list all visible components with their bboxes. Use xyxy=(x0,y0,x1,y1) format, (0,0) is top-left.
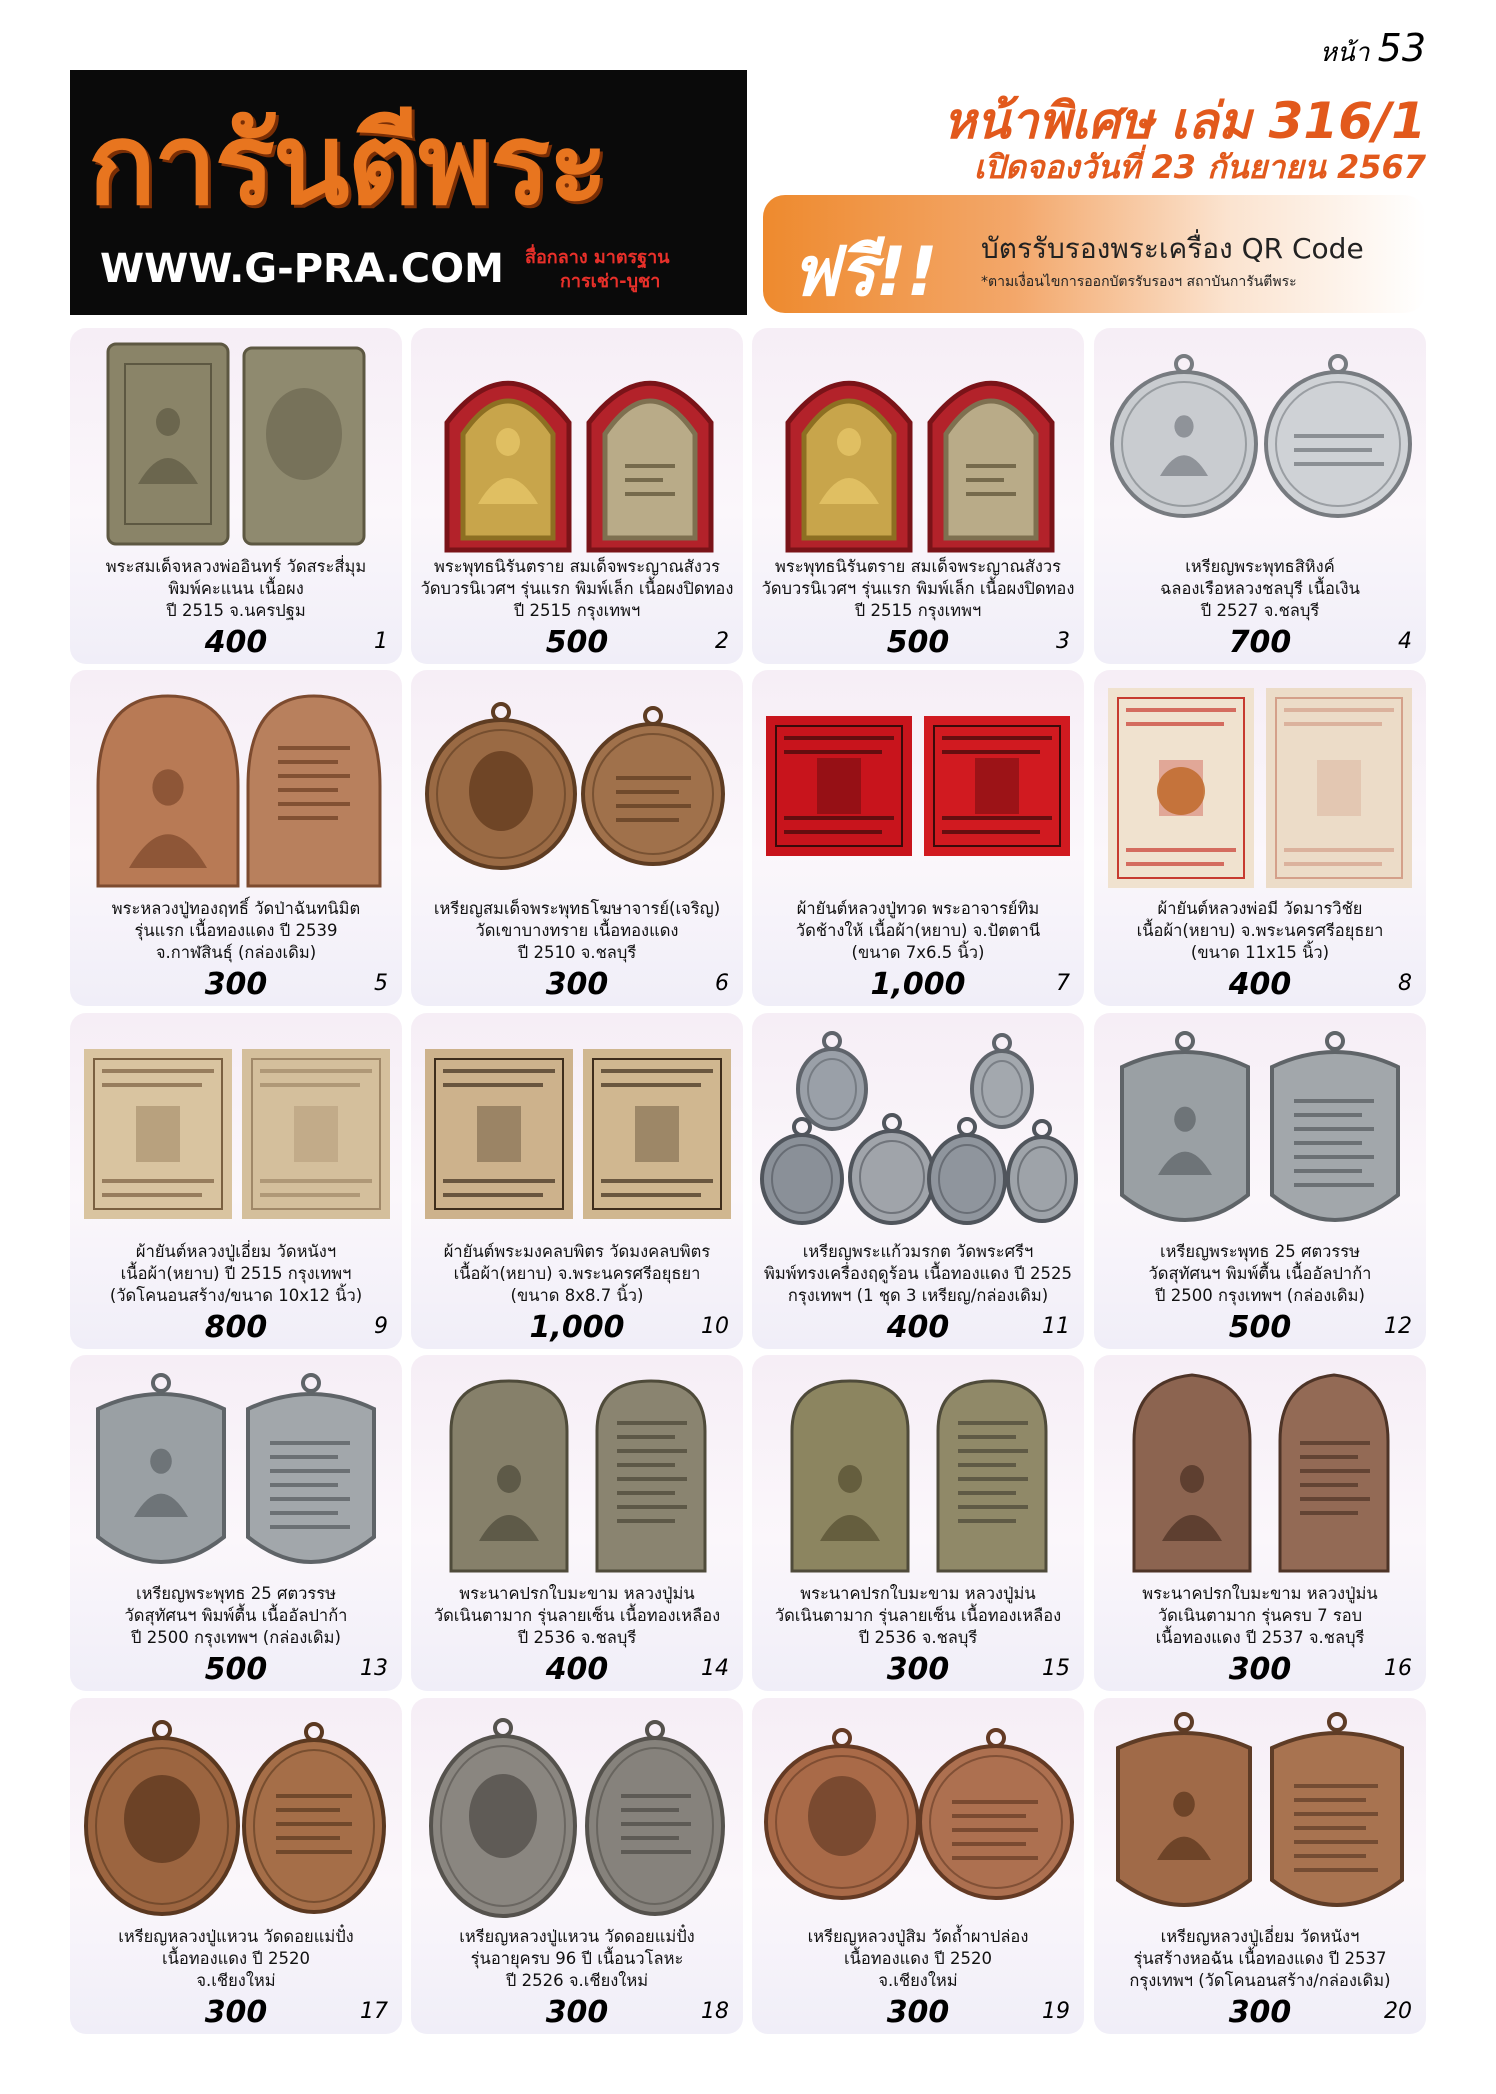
caption-line: ปี 2526 จ.เชียงใหม่ xyxy=(505,1971,649,1990)
caption-line: พระพุทธนิรันตราย สมเด็จพระญาณสังวร xyxy=(774,557,1062,576)
caption-line: เนื้อทองแดง ปี 2537 จ.ชลบุรี xyxy=(1155,1628,1365,1647)
amulet-caption xyxy=(74,1241,398,1307)
amulet-price: 400 xyxy=(204,625,268,660)
amulet-card[interactable] xyxy=(411,328,743,664)
logo xyxy=(70,70,747,315)
caption-line: ปี 2536 จ.ชลบุรี xyxy=(858,1628,978,1647)
item-number: 8 xyxy=(1398,971,1412,996)
caption-line: เนื้อผ้า(หยาบ) ปี 2515 กรุงเทพฯ xyxy=(120,1264,352,1283)
amulet-card[interactable] xyxy=(752,1698,1084,2034)
logo-tagline-2: การเช่า-บูชา xyxy=(560,271,661,292)
caption-line: ปี 2515 กรุงเทพฯ xyxy=(854,601,982,620)
amulet-caption xyxy=(415,898,739,964)
caption-line: ผ้ายันต์หลวงปู่เอี่ยม วัดหนังฯ xyxy=(135,1242,337,1261)
caption-line: เหรียญหลวงปู่สิม วัดถ้ำผาปล่อง xyxy=(807,1927,1029,1946)
item-number: 4 xyxy=(1398,629,1412,654)
amulet-price: 1,000 xyxy=(529,1310,625,1345)
amulet-price: 400 xyxy=(545,1652,609,1687)
caption-line: ปี 2510 จ.ชลบุรี xyxy=(517,943,637,962)
item-number: 18 xyxy=(701,1999,729,2024)
caption-line: ปี 2500 กรุงเทพฯ (กล่องเดิม) xyxy=(1155,1286,1365,1305)
item-number: 10 xyxy=(701,1314,729,1339)
amulet-card[interactable] xyxy=(411,1355,743,1691)
item-number: 14 xyxy=(701,1656,729,1681)
amulet-card[interactable] xyxy=(70,1355,402,1691)
caption-line: กรุงเทพฯ (1 ชุด 3 เหรียญ/กล่องเดิม) xyxy=(787,1286,1049,1305)
amulet-caption xyxy=(1098,898,1422,964)
amulet-card[interactable] xyxy=(70,1013,402,1349)
amulet-card[interactable] xyxy=(1094,328,1426,664)
amulet-caption xyxy=(415,1926,739,1992)
amulet-photo xyxy=(411,1704,743,1930)
caption-line: กรุงเทพฯ (วัดโคนอนสร้าง/กล่องเดิม) xyxy=(1129,1971,1391,1990)
amulet-card[interactable] xyxy=(752,1355,1084,1691)
item-number: 9 xyxy=(374,1314,388,1339)
caption-line: จ.เชียงใหม่ xyxy=(196,1971,276,1990)
item-number: 19 xyxy=(1042,1999,1070,2024)
caption-line: รุ่นแรก เนื้อทองแดง ปี 2539 xyxy=(134,921,338,940)
caption-line: ปี 2515 กรุงเทพฯ xyxy=(513,601,641,620)
item-number: 2 xyxy=(715,629,729,654)
caption-line: (ขนาด 7x6.5 นิ้ว) xyxy=(851,943,985,962)
caption-line: พระนาคปรกใบมะขาม หลวงปู่ม่น xyxy=(459,1584,695,1603)
amulet-caption xyxy=(756,1241,1080,1307)
caption-line: พระพุทธนิรันตราย สมเด็จพระญาณสังวร xyxy=(433,557,721,576)
amulet-photo xyxy=(70,676,402,902)
amulet-caption xyxy=(756,1926,1080,1992)
caption-line: ผ้ายันต์หลวงพ่อมี วัดมารวิชัย xyxy=(1157,899,1363,918)
amulet-photo xyxy=(752,1361,1084,1587)
item-number: 16 xyxy=(1384,1656,1412,1681)
amulet-price: 300 xyxy=(1228,1652,1292,1687)
amulet-photo xyxy=(411,676,743,902)
amulet-caption xyxy=(74,556,398,622)
amulet-caption xyxy=(1098,1583,1422,1649)
caption-line: ปี 2536 จ.ชลบุรี xyxy=(517,1628,637,1647)
caption-line: ปี 2527 จ.ชลบุรี xyxy=(1200,601,1320,620)
caption-line: เหรียญพระพุทธ 25 ศตวรรษ xyxy=(1159,1242,1361,1261)
amulet-caption xyxy=(1098,556,1422,622)
caption-line: เหรียญพระพุทธ 25 ศตวรรษ xyxy=(135,1584,337,1603)
caption-line: จ.เชียงใหม่ xyxy=(878,1971,958,1990)
caption-line: จ.กาฬสินธุ์ (กล่องเดิม) xyxy=(155,943,317,962)
amulet-photo xyxy=(1094,1361,1426,1587)
caption-line: วัดเนินตามาก รุ่นลายเซ็น เนื้อทองเหลือง xyxy=(774,1606,1062,1625)
item-number: 13 xyxy=(360,1656,388,1681)
caption-line: ปี 2515 จ.นครปฐม xyxy=(166,601,306,620)
amulet-card[interactable] xyxy=(752,1013,1084,1349)
free-label: ฟรี!! xyxy=(791,233,938,312)
amulet-photo xyxy=(411,1019,743,1245)
item-number: 17 xyxy=(360,1999,388,2024)
item-number: 7 xyxy=(1056,971,1070,996)
caption-line: พระหลวงปู่ทองฤทธิ์ วัดป่าฉันทนิมิต xyxy=(111,899,361,918)
amulet-card[interactable] xyxy=(411,1013,743,1349)
item-number: 1 xyxy=(374,629,388,654)
caption-line: พระนาคปรกใบมะขาม หลวงปู่ม่น xyxy=(1142,1584,1378,1603)
special-title: หน้าพิเศษ เล่ม 316/1 xyxy=(943,92,1426,150)
logo-tagline-1: สื่อกลาง มาตรฐาน xyxy=(525,247,670,268)
amulet-photo xyxy=(752,1704,1084,1930)
amulet-card[interactable] xyxy=(1094,1698,1426,2034)
item-number: 20 xyxy=(1384,1999,1412,2024)
amulet-caption xyxy=(415,1583,739,1649)
caption-line: เหรียญหลวงปู่แหวน วัดดอยแม่ปั๋ง xyxy=(459,1927,695,1946)
free-note: *ตามเงื่อนไขการออกบัตรรับรองฯ สถาบันการันตีพระ xyxy=(981,274,1297,290)
caption-line: ฉลองเรือหลวงชลบุรี เนื้อเงิน xyxy=(1160,579,1360,598)
caption-line: พิมพ์คะแนน เนื้อผง xyxy=(168,579,304,598)
amulet-card[interactable] xyxy=(411,670,743,1006)
page-prefix: หน้า xyxy=(1319,38,1370,68)
caption-line: ผ้ายันต์พระมงคลบพิตร วัดมงคลบพิตร xyxy=(443,1242,711,1261)
caption-line: พิมพ์ทรงเครื่องฤดูร้อน เนื้อทองแดง ปี 2525 xyxy=(764,1264,1072,1283)
amulet-card[interactable] xyxy=(70,328,402,664)
caption-line: วัดเนินตามาก รุ่นครบ 7 รอบ xyxy=(1157,1606,1363,1625)
amulet-price: 300 xyxy=(545,1995,609,2030)
free-text: บัตรรับรองพระเครื่อง QR Code xyxy=(981,232,1364,265)
amulet-card[interactable] xyxy=(1094,1013,1426,1349)
item-number: 11 xyxy=(1042,1314,1070,1339)
caption-line: วัดสุทัศนฯ พิมพ์ตื้น เนื้ออัลปาก้า xyxy=(1148,1264,1372,1283)
amulet-price: 300 xyxy=(1228,1995,1292,2030)
amulet-card[interactable] xyxy=(1094,1355,1426,1691)
amulet-card[interactable] xyxy=(752,328,1084,664)
amulet-price: 500 xyxy=(204,1652,268,1687)
caption-line: เนื้อผ้า(หยาบ) จ.พระนครศรีอยุธยา xyxy=(453,1264,701,1283)
caption-line: วัดบวรนิเวศฯ รุ่นแรก พิมพ์เล็ก เนื้อผงปิดทอง xyxy=(420,579,734,598)
amulet-price: 800 xyxy=(204,1310,268,1345)
amulet-price: 400 xyxy=(886,1310,950,1345)
amulet-caption xyxy=(74,1926,398,1992)
amulet-photo xyxy=(70,1361,402,1587)
amulet-card[interactable] xyxy=(752,670,1084,1006)
amulet-photo xyxy=(1094,334,1426,560)
caption-line: เหรียญหลวงปู่เอี่ยม วัดหนังฯ xyxy=(1160,1927,1360,1946)
amulet-price: 700 xyxy=(1228,625,1292,660)
amulet-photo xyxy=(411,1361,743,1587)
page-number xyxy=(1320,26,1426,73)
logo-title: การันตีพระ xyxy=(88,100,607,230)
caption-line: ปี 2500 กรุงเทพฯ (กล่องเดิม) xyxy=(131,1628,341,1647)
caption-line: วัดเขาบางทราย เนื้อทองแดง xyxy=(475,921,679,940)
amulet-price: 500 xyxy=(886,625,950,660)
amulet-photo xyxy=(752,334,1084,560)
caption-line: รุ่นอายุครบ 96 ปี เนื้อนวโลหะ xyxy=(470,1949,684,1968)
caption-line: รุ่นสร้างหอฉัน เนื้อทองแดง ปี 2537 xyxy=(1133,1949,1387,1968)
caption-line: พระสมเด็จหลวงพ่ออินทร์ วัดสระสี่มุม xyxy=(105,557,367,576)
amulet-photo xyxy=(411,334,743,560)
amulet-photo xyxy=(70,1704,402,1930)
amulet-caption xyxy=(1098,1926,1422,1992)
amulet-card[interactable] xyxy=(411,1698,743,2034)
amulet-price: 300 xyxy=(886,1652,950,1687)
caption-line: วัดสุทัศนฯ พิมพ์ตื้น เนื้ออัลปาก้า xyxy=(124,1606,348,1625)
caption-line: พระนาคปรกใบมะขาม หลวงปู่ม่น xyxy=(800,1584,1036,1603)
amulet-price: 500 xyxy=(545,625,609,660)
amulet-caption xyxy=(756,898,1080,964)
amulet-photo xyxy=(1094,676,1426,902)
item-number: 3 xyxy=(1056,629,1070,654)
amulet-photo xyxy=(752,676,1084,902)
amulet-photo xyxy=(1094,1019,1426,1245)
caption-line: เนื้อทองแดง ปี 2520 xyxy=(161,1949,311,1968)
caption-line: วัดบวรนิเวศฯ รุ่นแรก พิมพ์เล็ก เนื้อผงปิดทอง xyxy=(761,579,1075,598)
caption-line: เนื้อผ้า(หยาบ) จ.พระนครศรีอยุธยา xyxy=(1136,921,1384,940)
free-certificate-banner xyxy=(763,195,1426,313)
item-number: 5 xyxy=(374,971,388,996)
amulet-card[interactable] xyxy=(70,670,402,1006)
amulet-caption xyxy=(756,1583,1080,1649)
page-number-value: 53 xyxy=(1377,26,1426,70)
amulet-caption xyxy=(415,556,739,622)
amulet-card[interactable] xyxy=(1094,670,1426,1006)
amulet-photo xyxy=(1094,1704,1426,1930)
caption-line: วัดเนินตามาก รุ่นลายเซ็น เนื้อทองเหลือง xyxy=(433,1606,721,1625)
amulet-caption xyxy=(756,556,1080,622)
amulet-price: 300 xyxy=(204,967,268,1002)
amulet-price: 1,000 xyxy=(870,967,966,1002)
amulet-price: 300 xyxy=(886,1995,950,2030)
amulet-caption xyxy=(74,898,398,964)
amulet-price: 400 xyxy=(1228,967,1292,1002)
amulet-card[interactable] xyxy=(70,1698,402,2034)
caption-line: (ขนาด 11x15 นิ้ว) xyxy=(1190,943,1330,962)
caption-line: เหรียญหลวงปู่แหวน วัดดอยแม่ปั๋ง xyxy=(118,1927,354,1946)
open-date: เปิดจองวันที่ 23 กันยายน 2567 xyxy=(973,148,1426,186)
caption-line: เนื้อทองแดง ปี 2520 xyxy=(843,1949,993,1968)
amulet-photo xyxy=(70,334,402,560)
caption-line: (วัดโคนอนสร้าง/ขนาด 10x12 นิ้ว) xyxy=(109,1286,363,1305)
caption-line: ผ้ายันต์หลวงปู่ทวด พระอาจารย์ทิม xyxy=(796,899,1040,918)
caption-line: วัดช้างให้ เนื้อผ้า(หยาบ) จ.ปัตตานี xyxy=(795,921,1041,940)
item-number: 6 xyxy=(715,971,729,996)
logo-url[interactable]: WWW.G-PRA.COM xyxy=(100,246,504,292)
item-number: 15 xyxy=(1042,1656,1070,1681)
caption-line: (ขนาด 8x8.7 นิ้ว) xyxy=(510,1286,644,1305)
amulet-photo xyxy=(752,1019,1084,1245)
amulet-price: 300 xyxy=(545,967,609,1002)
amulet-caption xyxy=(1098,1241,1422,1307)
amulet-caption xyxy=(74,1583,398,1649)
caption-line: เหรียญพระพุทธสิหิงค์ xyxy=(1185,557,1335,576)
amulet-photo xyxy=(70,1019,402,1245)
caption-line: เหรียญสมเด็จพระพุทธโฆษาจารย์(เจริญ) xyxy=(433,899,721,918)
amulet-price: 300 xyxy=(204,1995,268,2030)
caption-line: เหรียญพระแก้วมรกต วัดพระศรีฯ xyxy=(802,1242,1034,1261)
item-number: 12 xyxy=(1384,1314,1412,1339)
amulet-caption xyxy=(415,1241,739,1307)
amulet-price: 500 xyxy=(1228,1310,1292,1345)
